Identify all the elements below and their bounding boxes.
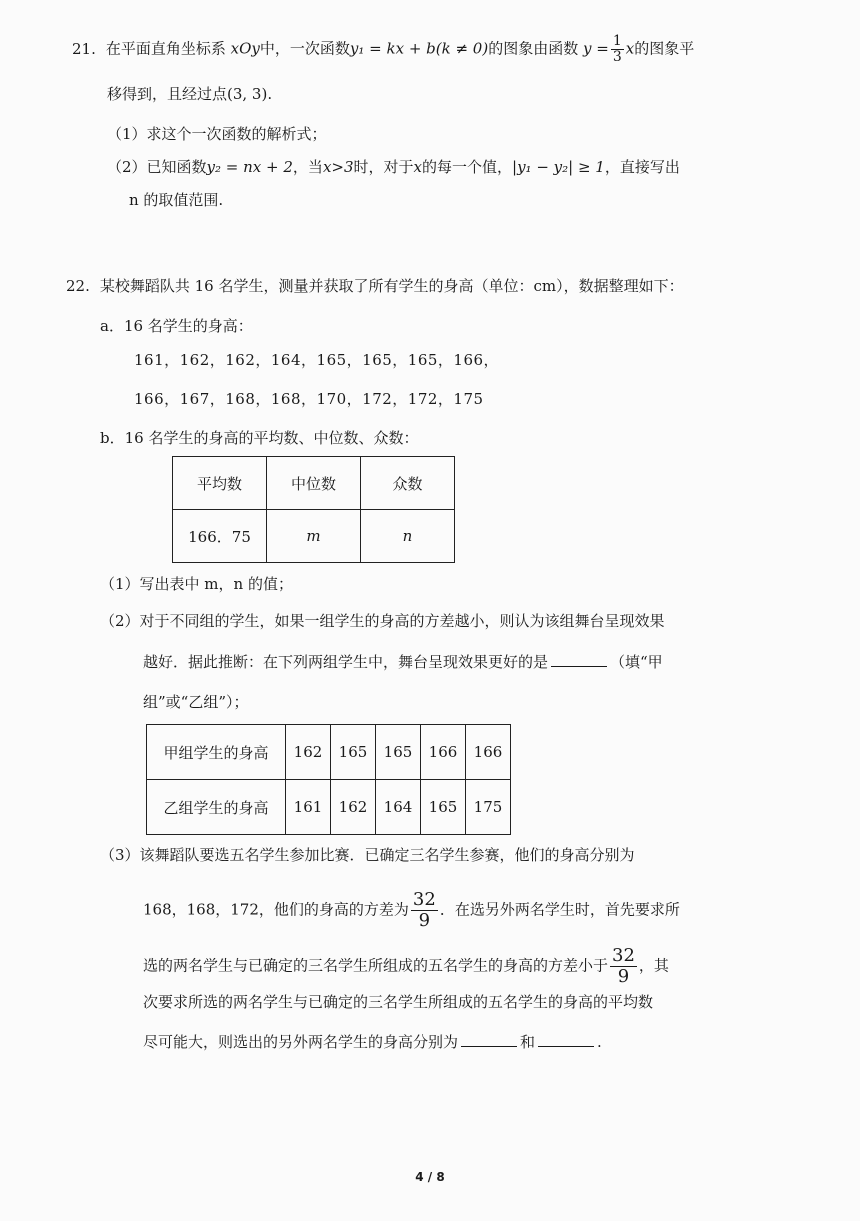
group-b-value: 164 xyxy=(376,780,421,835)
group-a-value: 166 xyxy=(421,725,466,780)
q22-part3-line2: 168，168，172，他们的身高的方差为 $\frac{32}{9}$ ．在选另外两名学生时，首先要求所 xyxy=(143,889,680,931)
variance-fraction: $\frac{32}{9}$ xyxy=(412,889,436,931)
group-b-value: 175 xyxy=(466,780,511,835)
q21-var: xOy xyxy=(230,39,260,58)
q21-fraction: $\frac{1}{3}$ xyxy=(612,33,622,65)
q22-part1: （1）写出表中 m，n 的值； xyxy=(100,575,293,593)
q21-x: x xyxy=(625,39,635,58)
group-b-value: 165 xyxy=(421,780,466,835)
group-a-value: 166 xyxy=(466,725,511,780)
q22-part3-line5: 尽可能大，则选出的另外两名学生的身高分别为 和 . xyxy=(143,1033,602,1051)
q22-part2-line3: 组”或“乙组”）； xyxy=(143,693,249,711)
stats-header-median: 中位数 xyxy=(267,457,361,510)
q22-intro-line xyxy=(66,276,684,296)
groups-table xyxy=(146,724,511,835)
q22-part3-line3: 选的两名学生与已确定的三名学生所组成的五名学生的身高的方差小于 $\frac{32}{9}$ ，其 xyxy=(143,945,669,987)
q21-condition: x>3 xyxy=(322,158,354,176)
q21-part2-line2: n 的取值范围. xyxy=(129,191,224,209)
group-b-value: 162 xyxy=(331,780,376,835)
q21-line1 xyxy=(72,34,694,65)
q21-number: 21. xyxy=(72,39,96,58)
q21-line2: 移得到，且经过点(3, 3). xyxy=(107,85,273,103)
answer-blank xyxy=(461,1032,517,1047)
group-b-value: 161 xyxy=(286,780,331,835)
group-a-value: 162 xyxy=(286,725,331,780)
group-a-value: 165 xyxy=(376,725,421,780)
stats-value-median: m xyxy=(267,510,361,563)
stats-header-mode: 众数 xyxy=(361,457,455,510)
variance-fraction: $\frac{32}{9}$ xyxy=(612,945,635,987)
group-a-value: 165 xyxy=(331,725,376,780)
stats-header-row xyxy=(173,457,455,510)
stats-table xyxy=(172,456,455,563)
q22-part3-line1: （3）该舞蹈队要选五名学生参加比赛．已确定三名学生参赛，他们的身高分别为 xyxy=(100,846,635,864)
q22-part2-line1: （2）对于不同组的学生，如果一组学生的身高的方差越小，则认为该组舞台呈现效果 xyxy=(100,612,665,630)
q21-inequality: |y₁ − y₂| ≥ 1 xyxy=(512,158,605,176)
q21-y2-expr: y₂ = nx + 2 xyxy=(206,158,293,176)
answer-blank xyxy=(538,1032,594,1047)
q22-data-row1: 161，162，162，164，165，165，165，166， xyxy=(134,351,500,369)
q21-text: 在平面直角坐标系 xyxy=(105,39,226,58)
answer-blank xyxy=(551,652,607,667)
q22-b-label: b．16 名学生的身高的平均数、中位数、众数： xyxy=(100,429,419,447)
stats-value-mean: 166．75 xyxy=(173,510,267,563)
stats-header-mean: 平均数 xyxy=(173,457,267,510)
q21-expr: y₁ = kx + b(k ≠ 0) xyxy=(349,39,489,58)
q22-part2-line2: 越好．据此推断：在下列两组学生中，舞台呈现效果更好的是 （填“甲 xyxy=(143,653,663,671)
q21-text: 的图象由函数 xyxy=(488,39,579,58)
group-a-label: 甲组学生的身高 xyxy=(147,725,286,780)
q22-part3-line4: 次要求所选的两名学生与已确定的三名学生所组成的五名学生的身高的平均数 xyxy=(143,993,654,1011)
stats-value-mode: n xyxy=(361,510,455,563)
q21-part1: （1）求这个一次函数的解析式； xyxy=(107,125,327,143)
group-b-row xyxy=(147,780,511,835)
q21-text: 中，一次函数 xyxy=(259,39,350,58)
q22-number: 22. xyxy=(66,277,90,295)
stats-value-row xyxy=(173,510,455,563)
group-b-label: 乙组学生的身高 xyxy=(147,780,286,835)
q22-data-row2: 166，167，168，168，170，172，172，175 xyxy=(134,390,484,408)
q21-part2-line1: （2）已知函数y₂ = nx + 2，当x>3时，对于x的每一个值，|y₁ − y₂| ≥ 1，直接写出 xyxy=(107,158,680,176)
q22-intro: 某校舞蹈队共 16 名学生，测量并获取了所有学生的身高（单位：cm），数据整理如下： xyxy=(99,277,684,295)
q21-text: 的图象平 xyxy=(634,39,695,58)
page-number: 4 / 8 xyxy=(415,1170,445,1184)
q21-y: y = xyxy=(583,39,609,58)
group-a-row xyxy=(147,725,511,780)
q22-a-label: a．16 名学生的身高： xyxy=(100,317,253,335)
